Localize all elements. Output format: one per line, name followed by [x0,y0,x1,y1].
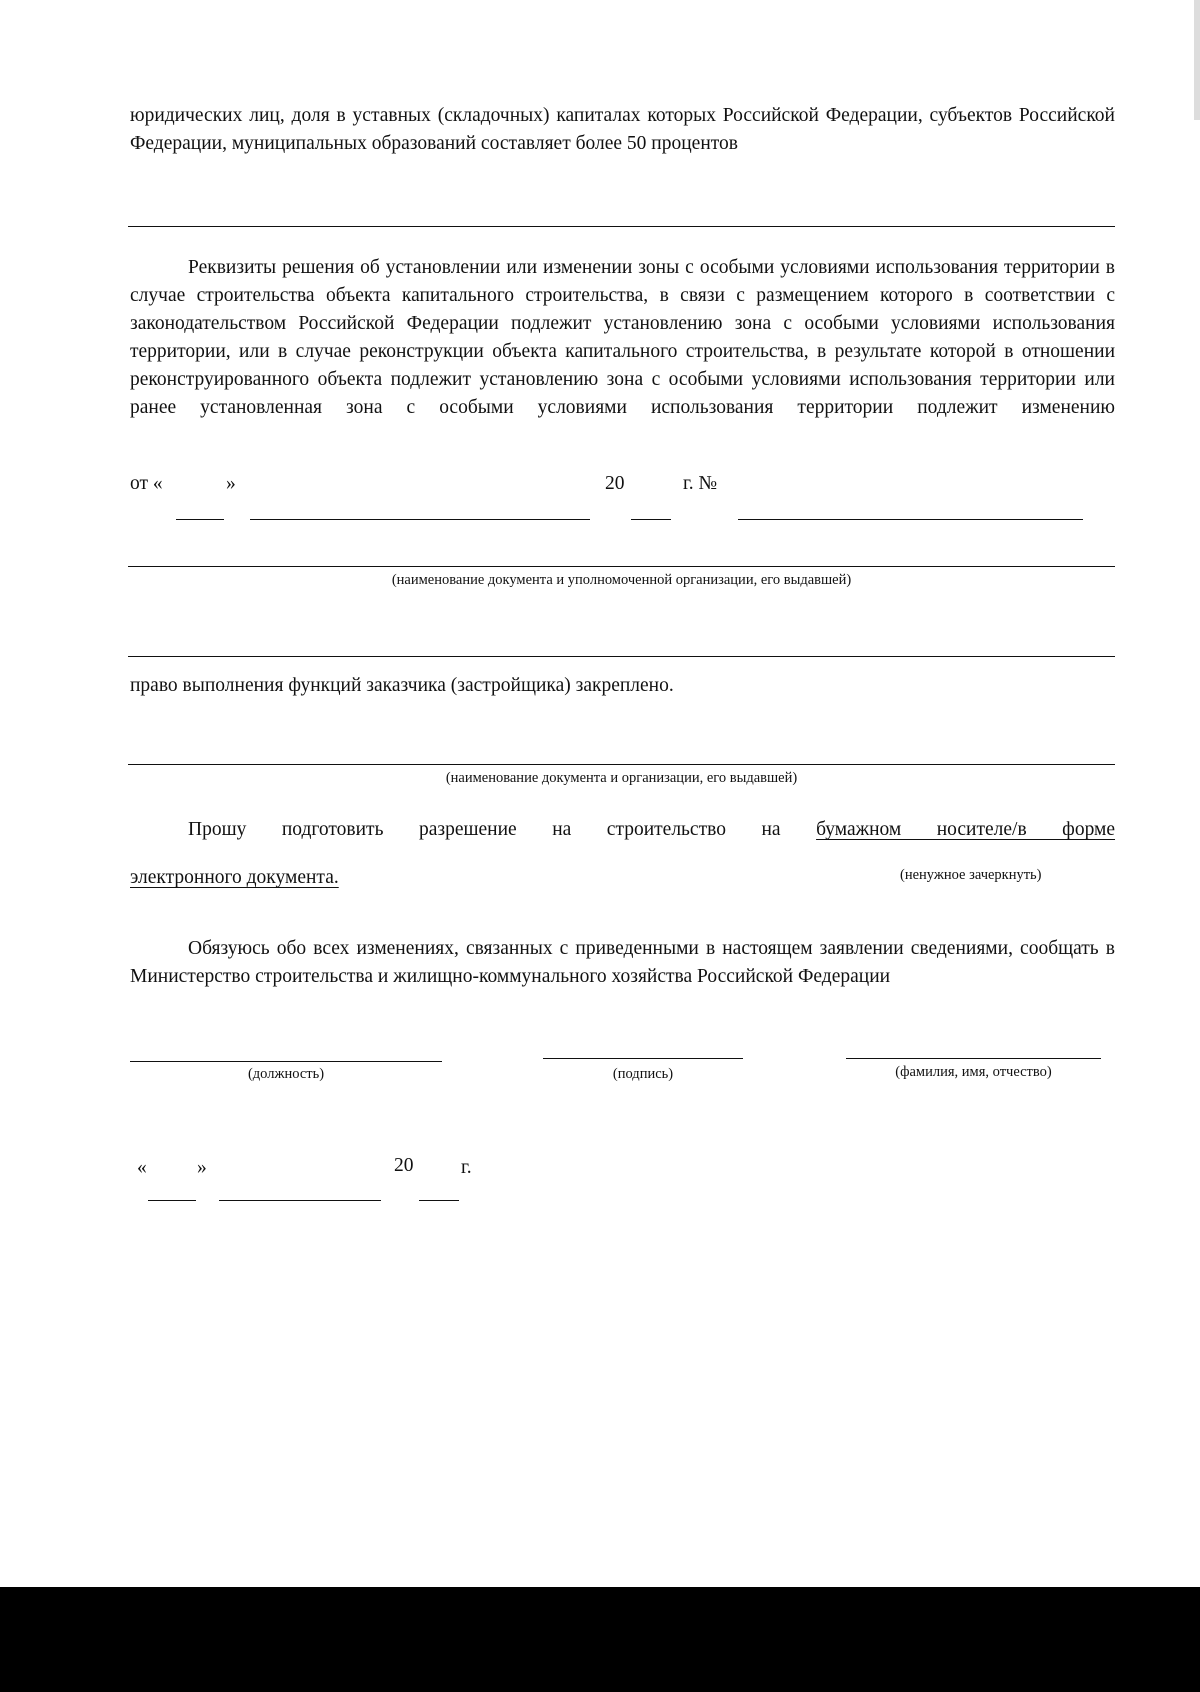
full-name-caption: (фамилия, имя, отчество) [895,1064,1052,1080]
day-field-line[interactable] [176,519,224,520]
zone-paragraph: Реквизиты решения об установлении или изменении зоны с особыми условиями использования территории в случае строительства объекта капитального строительства, в связи с размещением которого в соответствии с законодательством Российской Федерации подлежит установлению зона с особыми условиями использования территории, или в случае реконструкции объекта капитального строительства, в результате которой в отношении реконструированного объекта подлежит установлению зона с особыми условиями использования территории или ранее установленная зона с особыми условиями использования территории подлежит изменению [130,257,1115,418]
scan-edge-mark [1194,0,1200,120]
request-start-text: Прошу подготовить разрешение на строительство на [188,819,781,840]
option-paper[interactable]: бумажном носителе/в форме [816,819,1116,840]
date-close-quote: » [226,473,236,494]
sign-month-field-line[interactable] [219,1200,381,1201]
caption-doc-issued: (наименование документа и организации, его выдавшей) [445,770,798,786]
date-year-prefix: 20 [605,473,625,494]
request-line [130,816,1115,844]
document-name-field-line[interactable] [128,566,1115,567]
full-name-field-line[interactable] [846,1058,1101,1059]
position-caption: (должность) [247,1066,325,1082]
strike-note: (ненужное зачеркнуть) [900,867,1042,883]
sign-day-field-line[interactable] [148,1200,196,1201]
obligation-paragraph: Обязуюсь обо всех изменениях, связанных с приведенными в настоящем заявлении сведениями, сообщать в Министерство строительства и жилищно-коммунального хозяйства Российской Федерации [130,938,1115,987]
sign-date-close-quote: » [197,1157,207,1178]
divider-line [128,226,1115,227]
sign-date-suffix: г. [461,1157,472,1178]
signature-field-line[interactable] [543,1058,743,1059]
number-field-line[interactable] [738,519,1083,520]
month-field-line[interactable] [250,519,590,520]
intro-paragraph: юридических лиц, доля в уставных (складочных) капиталах которых Российской Федерации, субъектов Российской Федерации, муниципальных образований составляет более 50 процентов [130,105,1115,154]
customer-rights-text: право выполнения функций заказчика (застройщика) закреплено. [130,675,674,696]
signature-caption: (подпись) [612,1066,674,1082]
sign-date-year-prefix: 20 [394,1155,414,1176]
scan-bottom-border [0,1587,1200,1692]
sign-year-field-line[interactable] [419,1200,459,1201]
year-field-line[interactable] [631,519,671,520]
date-from-label: от « [130,473,163,494]
position-field-line[interactable] [130,1061,442,1062]
sign-date-open-quote: « [137,1157,147,1178]
rights-document-field-line[interactable] [128,764,1115,765]
organization-field-line[interactable] [128,656,1115,657]
date-number-label: г. № [683,473,718,494]
option-electronic[interactable]: электронного документа. [130,867,339,888]
caption-doc-org-issued: (наименование документа и уполномоченной организации, его выдавшей) [391,572,852,588]
